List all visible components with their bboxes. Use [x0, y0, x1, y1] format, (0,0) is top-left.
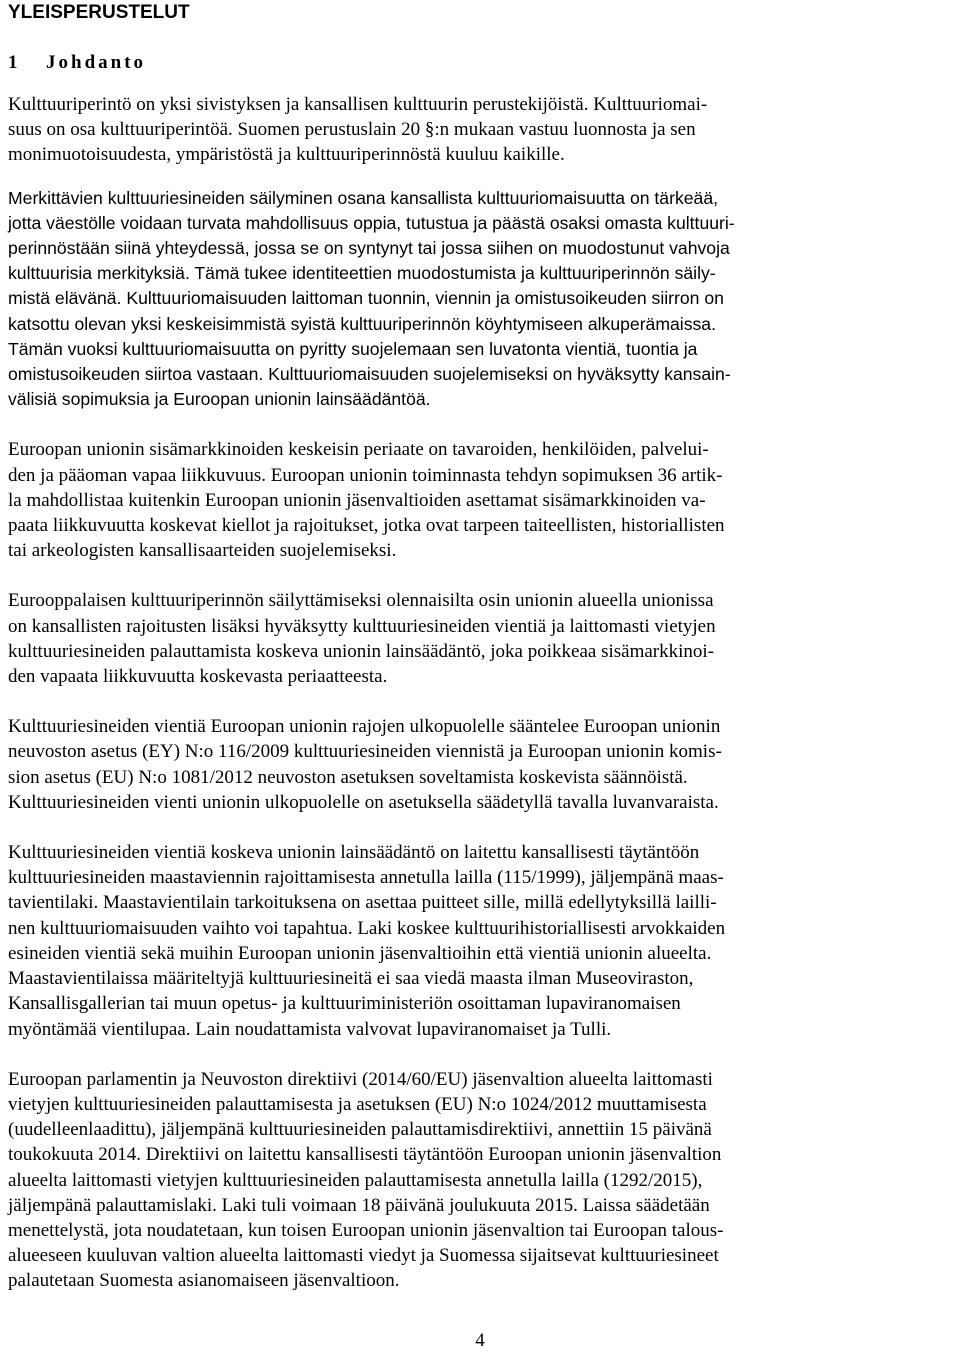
paragraph-national-implementation: Kulttuuriesineiden vientiä koskeva unionin lainsäädäntö on laitettu kansallisesti täytäntöön kulttuuriesineiden maastaviennin rajoittamisesta annetulla lailla (115/1999), jäljempänä maas- tavientilaki. Maastavientilain tarkoituksena on asettaa puitteet sille, millä edellytyksillä lailli- nen kulttuuriomaisuuden vaihto voi tapahtua. Laki koskee kulttuurihistoriallisesti arvokkaiden esineiden vientiä sekä muihin Euroopan unionin jäsenvaltioihin että vientiä unionin alueelta. Maastavientilaissa määriteltyjä kulttuuriesineitä ei saa viedä maasta ilman Museoviraston, Kansallisgallerian tai muun opetus- ja kulttuuriministeriön osoittaman lupaviranomaisen myöntämää vientilupaa. Lain noudattamista valvovat lupaviranomaiset ja Tulli. — [8, 842, 726, 1040]
section-number: 1 — [8, 52, 18, 73]
paragraph-intro: Kulttuuriperintö on yksi sivistyksen ja kansallisen kulttuurin perustekijöistä. Kulttuuriomai- suus on osa kulttuuriperintöä. Suomen perustuslain 20 §:n mukaan vastuu luonnosta ja sen monimuotoisuudesta, ympäristöstä ja kulttuuriperinnöstä kuuluu kaikille. — [8, 94, 708, 166]
page-number: 4 — [475, 1330, 485, 1351]
paragraph-return-directive: Euroopan parlamentin ja Neuvoston direktiivi (2014/60/EU) jäsenvaltion alueelta laittomasti vietyjen kulttuuriesineiden palauttamisesta ja asetuksen (EU) N:o 1024/2012 muuttamisesta (uudelleenlaadittu), jäljempänä kulttuuriesineiden palauttamisdirektiivi, annettiin 15 päivänä toukokuuta 2014. Direktiivi on laitettu kansallisesti täytäntöön Euroopan unionin jäsenvaltion alueelta laittomasti vietyjen kulttuuriesineiden palauttamisesta annetulla lailla (1292/2015), jäljempänä palauttamislaki. Laki tuli voimaan 18 päivänä joulukuuta 2015. Laissa säädetään menettelystä, jota noudatetaan, kun toisen Euroopan unionin jäsenvaltion tai Euroopan talous- alueeseen kuuluvan valtion alueelta laittomasti viedyt ja Suomessa sijaitsevat kulttuuriesineet palautetaan Suomesta asianomaiseen jäsenvaltioon. — [8, 1068, 724, 1292]
section-title: Johdanto — [46, 52, 147, 73]
section-heading — [8, 51, 954, 75]
paragraph-export-regulation: Kulttuuriesineiden vientiä Euroopan unionin rajojen ulkopuolelle sääntelee Euroopan unionin neuvoston asetus (EY) N:o 116/2009 kulttuuriesineiden viennistä ja Euroopan unionin komis- sion asetus (EU) N:o 1081/2012 neuvoston asetuksen soveltamista koskevista säännöistä. Kulttuuriesineiden vienti unionin ulkopuolelle on asetuksella säädetyllä tavalla luvanvaraista. — [8, 716, 722, 813]
document-heading: YLEISPERUSTELUT — [8, 2, 190, 23]
paragraph-internal-market: Euroopan unionin sisämarkkinoiden keskeisin periaate on tavaroiden, henkilöiden, palvelui- den ja pääoman vapaa liikkuvuus. Euroopan unionin toiminnasta tehdyn sopimuksen 36 artik- la mahdollistaa kuitenkin Euroopan unionin jäsenvaltioiden asettamat sisämarkkinoiden va- paata liikkuvuutta koskevat kiellot ja rajoitukset, jotka ovat tarpeen taiteellisten, historiallisten tai arkeologisten kansallisaarteiden suojelemiseksi. — [8, 439, 725, 562]
paragraph-cultural-objects: Merkittävien kulttuuriesineiden säilyminen osana kansallista kulttuuriomaisuutta on tärkeää, jotta väestölle voidaan turvata mahdollisuus oppia, tutustua ja päästä osaksi omasta kulttuuri- perinnöstään siinä yhteydessä, jossa se on syntynyt tai jossa siihen on muodostunut vahvoja kulttuurisia merkityksiä. Tämä tukee identiteettien muodostumista ja kulttuuriperinnön säily- mistä elävänä. Kulttuuriomaisuuden laittoman tuonnin, viennin ja omistusoikeuden siirron on katsottu olevan yksi keskeisimmistä syistä kulttuuriperinnön köyhtymiseen alkuperämaissa. Tämän vuoksi kulttuuriomaisuutta on pyritty suojelemaan sen luvatonta vientiä, tuontia ja omistusoikeuden siirtoa vastaan. Kulttuuriomaisuuden suojelemiseksi on hyväksytty kansain- välisiä sopimuksia ja Euroopan unionin lainsäädäntöä. — [8, 187, 735, 410]
paragraph-union-legislation: Eurooppalaisen kulttuuriperinnön säilyttämiseksi olennaisilta osin unionin alueella unionissa on kansallisten rajoitusten lisäksi hyväksytty kulttuuriesineiden vientiä ja laittomasti vietyjen kulttuuriesineiden palauttamista koskeva unionin lainsäädäntö, joka poikkeaa sisämarkkinoi- den vapaata liikkuvuutta koskevasta periaatteesta. — [8, 590, 716, 688]
document-page — [8, 0, 954, 1294]
